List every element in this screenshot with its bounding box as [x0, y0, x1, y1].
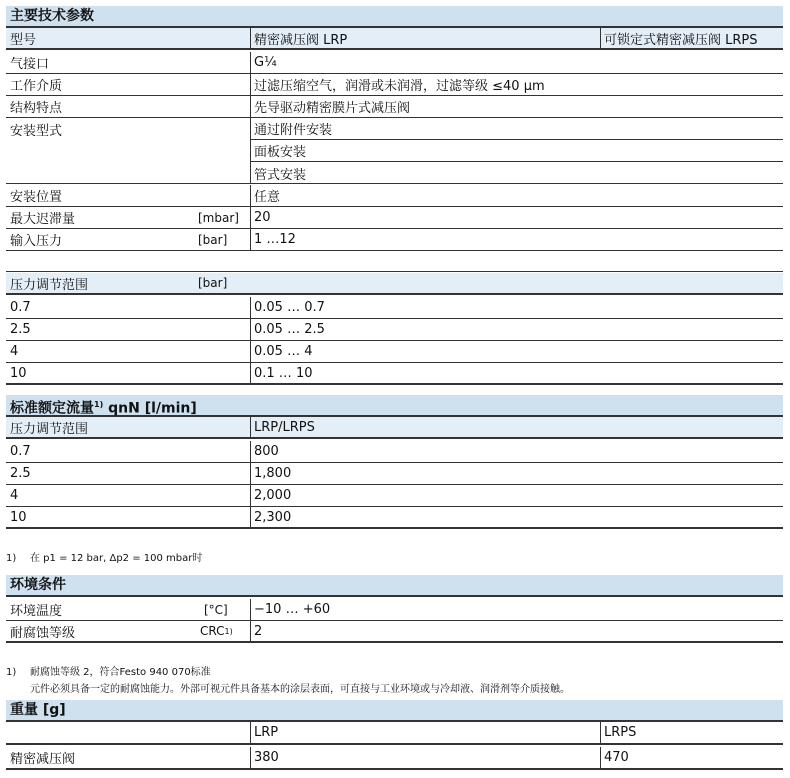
table-row: [6, 319, 783, 341]
row-unit: [mbar]: [198, 210, 239, 225]
lrps-model-name: 可锁定式精密减压阀 LRPS: [604, 32, 758, 48]
footnote-text: 在 p1 = 12 bar, Δp2 = 100 mbar时: [30, 553, 203, 564]
table-row: [6, 74, 783, 96]
table-row: [6, 52, 783, 74]
table-row: [6, 363, 783, 385]
flow-header-label: 压力调节范围: [10, 421, 89, 437]
env-title-text: 环境条件: [10, 577, 66, 593]
spacer-row: [6, 251, 783, 272]
flow-header-row: [6, 417, 783, 439]
row-label: 2.5: [10, 322, 31, 337]
table-row: [6, 463, 783, 485]
tech-section-title: [6, 6, 783, 28]
tech-title-text: 主要技术参数: [10, 8, 94, 24]
row-value: 800: [254, 444, 279, 459]
row-label: 0.7: [10, 300, 31, 315]
row-label: 2.5: [10, 466, 31, 481]
footnote-number: 1): [6, 553, 17, 564]
row-value: 0.05 … 2.5: [254, 322, 325, 337]
row-value: −10 … +60: [254, 602, 331, 617]
flow-header-value: LRP/LRPS: [254, 419, 315, 435]
row-value: 面板安装: [250, 140, 783, 162]
row-label: 0.7: [10, 444, 31, 459]
table-row: [6, 185, 783, 207]
env-section-title: [6, 575, 783, 597]
table-row: [6, 341, 783, 363]
row-label: 最大迟滞量: [10, 212, 76, 227]
flow-title-text: 标准额定流量: [10, 400, 94, 417]
row-value: 管式安装: [254, 167, 307, 183]
model-label: 型号: [10, 32, 37, 48]
row-value: 1 …12: [254, 232, 296, 247]
row-unit: [bar]: [198, 232, 228, 247]
row-value: 2: [254, 623, 263, 639]
row-label: 10: [10, 509, 27, 525]
range-header-unit: [bar]: [198, 276, 228, 290]
row-label: 安装位置: [10, 190, 63, 205]
row-value: 通过附件安装: [250, 118, 783, 140]
row-value: 1,800: [254, 466, 292, 481]
table-row: [6, 485, 783, 507]
row-label: 耐腐蚀等级: [10, 625, 76, 641]
row-value: G¼: [254, 55, 277, 70]
unit-footnote: 1): [224, 626, 233, 636]
table-row: [6, 621, 783, 643]
row-label: 气接口: [10, 57, 50, 72]
row-label: 结构特点: [10, 101, 63, 116]
weight-header-lrp: LRP: [254, 725, 279, 740]
range-header-row: [6, 273, 783, 295]
flow-title-footnote: 1): [94, 400, 104, 409]
weight-header-label: [6, 722, 250, 743]
table-row: [6, 441, 783, 463]
row-label: 输入压力: [10, 234, 63, 249]
flow-title-unit: qnN [l/min]: [103, 400, 197, 417]
weight-title-text: 重量 [g]: [10, 702, 66, 718]
table-row: [6, 229, 783, 251]
row-value: 2,300: [254, 509, 292, 525]
flow-footnote: [6, 549, 202, 564]
footnote-number: 1): [6, 667, 17, 678]
row-label: 4: [10, 488, 19, 503]
row-label: 精密减压阀: [10, 752, 76, 767]
row-label: 10: [10, 365, 27, 381]
table-row: [6, 96, 783, 118]
range-header-label: 压力调节范围: [10, 277, 89, 293]
env-footnote-line1: [6, 663, 211, 678]
row-value: 0.05 … 0.7: [254, 300, 325, 315]
row-label: 工作介质: [10, 79, 63, 94]
row-unit: [°C]: [204, 602, 228, 617]
row-value-lrps: 470: [604, 750, 629, 765]
footnote-text: 耐腐蚀等级 2，符合Festo 940 070标准: [30, 667, 211, 678]
mounting-group: [6, 118, 783, 184]
row-value: 2,000: [254, 488, 292, 503]
env-footnote-line2: [30, 680, 570, 695]
footnote-text: 元件必须具备一定的耐腐蚀能力。外部可视元件具备基本的涂层表面，可直接与工业环境或与冷却液、润滑剂等介质接触。: [30, 684, 570, 695]
table-row: [6, 599, 783, 621]
row-value: 先导驱动精密膜片式减压阀: [254, 101, 411, 116]
row-value-lrp: 380: [254, 750, 279, 765]
flow-section-title: [6, 395, 783, 417]
row-label: 安装型式: [10, 123, 63, 139]
row-label: 环境温度: [10, 604, 63, 619]
row-value: 0.05 … 4: [254, 344, 313, 359]
table-row: [6, 297, 783, 319]
weight-section-title: [6, 700, 783, 722]
unit-text: CRC: [200, 624, 225, 638]
weight-header-row: [6, 722, 783, 745]
weight-header-lrps: LRPS: [604, 725, 637, 740]
table-row: [6, 507, 783, 529]
row-value: 20: [254, 210, 271, 225]
row-label: 4: [10, 344, 19, 359]
table-row: [6, 747, 783, 770]
table-row: [6, 207, 783, 229]
row-unit: [200, 621, 233, 641]
row-value: 过滤压缩空气，润滑或未润滑，过滤等级 ≤40 μm: [254, 79, 545, 94]
lrp-model-name: 精密减压阀 LRP: [254, 32, 348, 48]
row-value: 0.1 … 10: [254, 365, 313, 381]
row-value: 任意: [254, 190, 281, 205]
tech-header-row: [6, 28, 783, 50]
